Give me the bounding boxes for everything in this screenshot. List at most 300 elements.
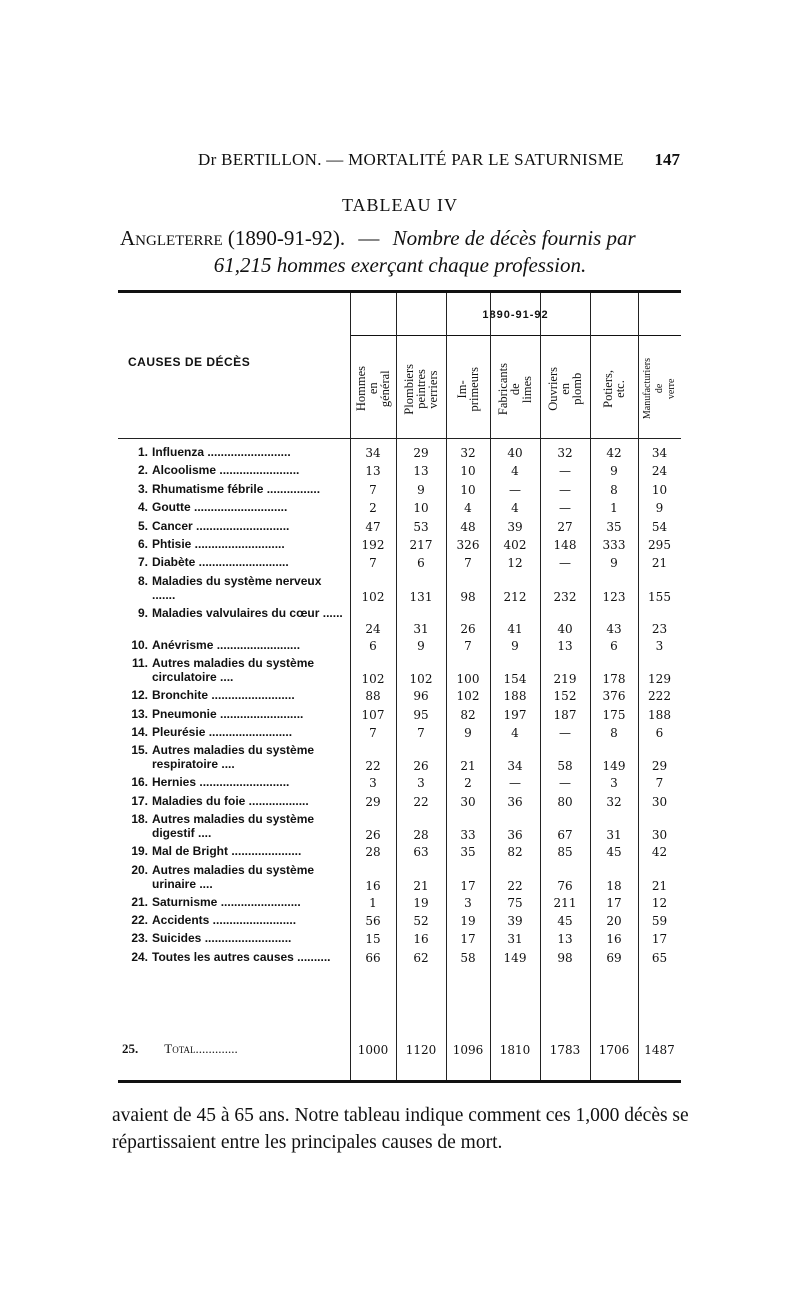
- row-number: 23.: [131, 931, 148, 946]
- table-cell: 22: [507, 878, 523, 893]
- table-cell: 155: [648, 589, 671, 604]
- row-number: 20.: [131, 862, 148, 877]
- table-cell: 9: [417, 638, 425, 653]
- row-label: [122, 775, 348, 789]
- table-row: [118, 812, 681, 844]
- table-cell: 98: [460, 589, 476, 604]
- table-cell: —: [559, 776, 571, 791]
- table-cell: 31: [507, 932, 523, 947]
- table-cell: 3: [369, 776, 377, 791]
- row-label: [122, 707, 348, 721]
- row-cause: Maladies du foie ..................: [152, 793, 309, 808]
- total-cell: 1810: [499, 1043, 531, 1057]
- table-cell: 63: [413, 845, 429, 860]
- table-cell: 82: [507, 845, 523, 860]
- table-cell: 102: [409, 672, 433, 687]
- total-label: [122, 1041, 238, 1057]
- row-cause: Saturnisme ........................: [152, 894, 301, 909]
- table-cell: 42: [651, 845, 668, 860]
- table-cell: 19: [460, 914, 476, 928]
- table-cell: 4: [464, 501, 472, 516]
- table-cell: 85: [557, 845, 573, 860]
- table-cell: 211: [553, 895, 577, 910]
- table-cell: 21: [413, 878, 429, 893]
- table-cell: 67: [557, 828, 573, 843]
- table-cell: 28: [365, 845, 381, 860]
- row-label: [122, 638, 348, 652]
- table-cell: 102: [361, 589, 385, 604]
- table-cell: 131: [409, 589, 433, 604]
- row-cause: Suicides ..........................: [152, 931, 292, 946]
- table-cell: 2: [369, 501, 377, 516]
- table-cell: 12: [651, 895, 668, 910]
- row-label: [122, 574, 348, 602]
- table-cell: —: [559, 501, 571, 516]
- table-cell: 13: [365, 464, 381, 479]
- table-cell: 192: [361, 538, 385, 552]
- table-cell: 13: [413, 464, 429, 479]
- table-cell: 4: [511, 726, 519, 740]
- row-number: 2.: [137, 463, 148, 478]
- row-label: [122, 794, 348, 808]
- header-rule: [118, 438, 681, 439]
- table-cell: 18: [606, 878, 622, 893]
- table-row: [118, 555, 681, 573]
- table-row: [118, 537, 681, 555]
- table-cell: 32: [606, 794, 622, 809]
- table-row: [118, 775, 681, 793]
- table-cell: 9: [464, 726, 472, 740]
- row-label: [122, 844, 348, 858]
- table-cell: 7: [417, 726, 425, 740]
- table-cell: 102: [456, 689, 480, 704]
- total-cell: 1783: [549, 1043, 581, 1057]
- table-cell: 2: [464, 776, 472, 791]
- row-label: [122, 606, 348, 620]
- table-cell: 96: [413, 689, 429, 704]
- row-label: [122, 463, 348, 477]
- table-cell: 187: [553, 707, 577, 722]
- total-row: [118, 1041, 681, 1061]
- table-cell: 100: [456, 672, 480, 687]
- table-cell: 16: [365, 878, 381, 893]
- table-cell: —: [559, 482, 571, 497]
- table-cell: 6: [610, 638, 618, 653]
- table-cell: 48: [460, 519, 476, 534]
- table-cell: 35: [606, 519, 622, 534]
- table-cell: 30: [460, 794, 476, 809]
- column-header-text: Fabricants de limes: [496, 362, 534, 416]
- table-row: [118, 725, 681, 743]
- table-cell: 10: [413, 501, 429, 516]
- row-cause: Accidents .........................: [152, 913, 297, 927]
- total-cell: 1487: [644, 1043, 675, 1057]
- row-number: 3.: [137, 481, 148, 496]
- total-number: 25.: [122, 1041, 139, 1056]
- subtitle-line-2: 61,215 hommes exerçant chaque profession.: [213, 253, 587, 277]
- row-number: 15.: [131, 743, 148, 758]
- row-cause: Diabète ...........................: [152, 555, 289, 570]
- table-row: [118, 606, 681, 638]
- table-cell: 29: [651, 759, 668, 774]
- page-number: 147: [654, 150, 680, 169]
- table-cell: 28: [413, 828, 429, 843]
- row-number: 21.: [131, 894, 148, 909]
- table-cell: 30: [651, 828, 668, 843]
- table-cell: —: [559, 556, 571, 571]
- row-label: [122, 812, 348, 840]
- table-cell: 58: [557, 759, 573, 774]
- row-cause: Goutte ............................: [152, 500, 288, 515]
- row-cause: Pleurésie .........................: [152, 725, 293, 739]
- table-cell: 188: [503, 689, 527, 704]
- table-cell: 123: [602, 589, 626, 604]
- table-cell: 15: [365, 932, 381, 947]
- total-cell: 1706: [598, 1043, 630, 1057]
- table-row: [118, 913, 681, 931]
- table-cell: 33: [460, 828, 476, 843]
- table-cell: 154: [503, 672, 527, 687]
- table-cell: 43: [606, 621, 622, 636]
- table-cell: 6: [369, 638, 377, 653]
- row-number: 17.: [131, 793, 148, 808]
- row-number: 24.: [131, 949, 148, 964]
- row-cause: Mal de Bright .....................: [152, 844, 302, 859]
- table-cell: 232: [553, 589, 577, 604]
- column-header-text: Im- primeurs: [455, 366, 481, 412]
- table-cell: 17: [460, 878, 476, 893]
- table-cell: 3: [610, 776, 618, 791]
- row-cause: Bronchite .........................: [152, 688, 295, 703]
- table-row: [118, 950, 681, 968]
- table-cell: 21: [460, 759, 476, 774]
- table-cell: 148: [553, 538, 577, 552]
- table-cell: 95: [413, 707, 429, 722]
- table-cell: 24: [651, 464, 668, 479]
- table-row: [118, 707, 681, 725]
- table-cell: 59: [651, 914, 668, 928]
- table-cell: 29: [365, 794, 381, 809]
- table-cell: 22: [365, 759, 381, 774]
- row-number: 4.: [137, 500, 148, 515]
- table-cell: 6: [655, 726, 664, 740]
- table-cell: 80: [557, 794, 573, 809]
- table-cell: 98: [557, 950, 573, 965]
- table-cell: 7: [655, 776, 664, 791]
- subtitle-dash: —: [358, 226, 380, 250]
- table-cell: —: [509, 482, 521, 497]
- row-cause: Maladies du système nerveux .......: [152, 573, 322, 602]
- row-number: 16.: [131, 775, 148, 790]
- column-header-text: Hommes en général: [354, 366, 392, 412]
- period-label: 1890-91-92: [482, 309, 549, 321]
- row-number: 13.: [131, 706, 148, 721]
- table-cell: 6: [417, 556, 425, 571]
- row-number: 19.: [131, 844, 148, 859]
- row-cause: Pneumonie .........................: [152, 706, 304, 721]
- column-header: [490, 345, 540, 433]
- total-cell: 1120: [405, 1043, 437, 1057]
- table-row: [118, 519, 681, 537]
- period-rule: [350, 335, 681, 336]
- row-cause: Toutes les autres causes ..........: [152, 949, 331, 964]
- table-row: [118, 863, 681, 895]
- table-cell: 10: [651, 482, 668, 497]
- row-number: 7.: [137, 555, 148, 570]
- table-cell: 42: [606, 446, 622, 460]
- row-label: [122, 931, 348, 945]
- table-cell: 22: [413, 794, 429, 809]
- table-cell: 41: [507, 621, 523, 636]
- table-cell: —: [559, 726, 571, 740]
- table-row: [118, 895, 681, 913]
- table-cell: 4: [511, 464, 519, 479]
- table-cell: —: [509, 776, 521, 791]
- table-cell: 175: [602, 707, 626, 722]
- subtitle-country: Angleterre: [120, 226, 223, 250]
- table-cell: 23: [651, 621, 668, 636]
- row-cause: Influenza .........................: [152, 445, 291, 459]
- table-cell: 30: [651, 794, 668, 809]
- table-cell: 40: [507, 446, 523, 460]
- table-cell: 8: [610, 726, 618, 740]
- column-header: [396, 345, 446, 433]
- row-label: [122, 863, 348, 891]
- footer-paragraph: avaient de 45 à 65 ans. Notre tableau indique comment ces 1,000 décès se répartissaient entre les principales causes de mort.: [112, 1105, 689, 1153]
- table-cell: 32: [557, 446, 573, 460]
- subtitle-years: (1890-91-92).: [227, 226, 346, 250]
- row-number: 9.: [137, 605, 148, 620]
- table-cell: 7: [464, 556, 472, 571]
- row-label: [122, 743, 348, 771]
- column-header: [350, 345, 396, 433]
- table-cell: 13: [557, 932, 573, 947]
- table-cell: 45: [557, 914, 573, 928]
- table-cell: 333: [602, 538, 626, 552]
- row-cause: Autres maladies du système urinaire ....: [152, 862, 315, 891]
- row-label: [122, 500, 348, 514]
- table-cell: 76: [557, 878, 573, 893]
- table-cell: 3: [464, 895, 472, 910]
- table-cell: 219: [553, 672, 577, 687]
- table-cell: 88: [365, 689, 381, 704]
- table-cell: 7: [369, 556, 377, 571]
- row-number: 10.: [131, 637, 148, 652]
- table-cell: 217: [409, 538, 433, 552]
- table-cell: 29: [413, 446, 429, 460]
- row-label: [122, 482, 348, 496]
- table-cell: 39: [507, 519, 523, 534]
- row-number: 11.: [131, 656, 148, 671]
- table-cell: 7: [464, 638, 472, 653]
- table-cell: 17: [651, 932, 668, 947]
- table-cell: 75: [507, 895, 523, 910]
- table-cell: 295: [648, 538, 671, 552]
- table-cell: 52: [413, 914, 429, 928]
- table-cell: 102: [361, 672, 385, 687]
- table-cell: 212: [503, 589, 527, 604]
- running-header: [198, 150, 680, 174]
- table-cell: 31: [606, 828, 622, 843]
- row-number: 5.: [137, 518, 148, 533]
- table-cell: 107: [361, 707, 385, 722]
- row-number: 14.: [131, 725, 148, 739]
- row-number: 8.: [137, 573, 148, 588]
- mortality-table: [118, 290, 681, 1083]
- table-cell: 34: [651, 446, 668, 460]
- row-label: [122, 913, 348, 927]
- table-cell: 7: [369, 726, 377, 740]
- table-cell: —: [559, 464, 571, 479]
- table-cell: 197: [503, 707, 527, 722]
- table-row: [118, 844, 681, 862]
- table-cell: 20: [606, 914, 622, 928]
- table-cell: 34: [507, 759, 523, 774]
- table-cell: 54: [651, 519, 668, 534]
- table-cell: 16: [413, 932, 429, 947]
- row-label: [122, 895, 348, 909]
- row-cause: Anévrisme .........................: [152, 637, 301, 652]
- row-label: [122, 445, 348, 459]
- row-number: 6.: [137, 537, 148, 551]
- table-cell: 27: [557, 519, 573, 534]
- table-cell: 82: [460, 707, 476, 722]
- table-cell: 3: [417, 776, 425, 791]
- table-cell: 178: [602, 672, 626, 687]
- table-cell: 26: [413, 759, 429, 774]
- table-cell: 402: [503, 538, 527, 552]
- causes-header: CAUSES DE DÉCÈS: [128, 355, 251, 369]
- table-cell: 58: [460, 950, 476, 965]
- row-cause: Maladies valvulaires du cœur ......: [152, 605, 343, 620]
- table-cell: 149: [503, 950, 527, 965]
- table-cell: 36: [507, 828, 523, 843]
- row-number: 12.: [131, 688, 148, 703]
- total-text: Total: [164, 1041, 196, 1056]
- table-cell: 9: [511, 638, 519, 653]
- table-cell: 40: [557, 621, 573, 636]
- row-cause: Autres maladies du système digestif ....: [152, 812, 315, 841]
- row-cause: Autres maladies du système respiratoire ....: [152, 743, 315, 772]
- table-cell: 17: [460, 932, 476, 947]
- row-label: [122, 656, 348, 684]
- table-row: [118, 463, 681, 481]
- row-number: 22.: [131, 913, 148, 927]
- table-row: [118, 794, 681, 812]
- table-cell: 53: [413, 519, 429, 534]
- column-header-text: Manufacturiers de verre: [641, 358, 677, 420]
- row-cause: Autres maladies du système circulatoire ....: [152, 656, 315, 685]
- row-number: 18.: [131, 812, 148, 827]
- column-header-text: Ouvriers en plomb: [546, 367, 584, 411]
- table-cell: 39: [507, 914, 523, 928]
- table-row: [118, 574, 681, 606]
- table-cell: 13: [557, 638, 573, 653]
- table-cell: 26: [460, 621, 476, 636]
- table-cell: 21: [651, 556, 668, 571]
- table-cell: 17: [606, 895, 622, 910]
- row-cause: Hernies ...........................: [152, 775, 290, 790]
- table-cell: 9: [610, 464, 618, 479]
- row-number: 1.: [137, 445, 148, 459]
- table-cell: 24: [365, 621, 381, 636]
- column-header: [446, 345, 490, 433]
- table-cell: 149: [602, 759, 626, 774]
- table-cell: 326: [456, 538, 480, 552]
- table-cell: 16: [606, 932, 622, 947]
- table-cell: 56: [365, 914, 381, 928]
- column-header-text: Plombiers peintres verriers: [402, 363, 440, 415]
- table-cell: 32: [460, 446, 476, 460]
- table-cell: 65: [651, 950, 668, 965]
- table-cell: 36: [507, 794, 523, 809]
- table-cell: 129: [648, 672, 671, 687]
- table-row: [118, 482, 681, 500]
- table-cell: 188: [648, 707, 671, 722]
- table-cell: 21: [651, 878, 668, 893]
- row-label: [122, 537, 348, 551]
- table-cell: 376: [602, 689, 626, 704]
- row-cause: Phtisie ...........................: [152, 537, 285, 551]
- subtitle-line-1: [120, 226, 682, 251]
- table-cell: 4: [511, 501, 519, 516]
- table-cell: 47: [365, 519, 381, 534]
- table-cell: 1: [610, 501, 618, 516]
- table-cell: 26: [365, 828, 381, 843]
- table-cell: 31: [413, 621, 429, 636]
- row-label: [122, 725, 348, 739]
- running-title: Dr BERTILLON. — MORTALITÉ PAR LE SATURNISME: [198, 150, 624, 169]
- row-label: [122, 950, 348, 964]
- row-cause: Rhumatisme fébrile ................: [152, 481, 321, 496]
- table-cell: 12: [507, 556, 523, 571]
- table-cell: 10: [460, 482, 476, 497]
- subtitle-italic-1: Nombre de décès fournis par: [392, 226, 636, 250]
- table-cell: 62: [413, 950, 429, 965]
- table-cell: 1: [369, 895, 377, 910]
- row-label: [122, 555, 348, 569]
- total-cell: 1096: [452, 1043, 484, 1057]
- column-header: [540, 345, 590, 433]
- row-cause: Cancer ............................: [152, 518, 290, 533]
- table-cell: 45: [606, 845, 622, 860]
- table-row: [118, 500, 681, 518]
- table-cell: 66: [365, 950, 381, 965]
- row-cause: Alcoolisme ........................: [152, 463, 300, 478]
- table-title: TABLEAU IV: [341, 195, 459, 215]
- table-cell: 34: [365, 446, 381, 460]
- row-label: [122, 688, 348, 702]
- column-header: [638, 345, 681, 433]
- table-row: [118, 638, 681, 656]
- table-row: [118, 445, 681, 463]
- table-cell: 9: [655, 501, 664, 516]
- column-header-text: Potiers, etc.: [601, 370, 627, 408]
- table-cell: 19: [413, 895, 429, 910]
- table-cell: 69: [606, 950, 622, 965]
- column-header: [590, 345, 638, 433]
- row-label: [122, 519, 348, 533]
- table-cell: 222: [648, 689, 671, 704]
- table-cell: 3: [655, 638, 664, 653]
- total-dots: .............: [195, 1041, 238, 1056]
- table-cell: 9: [610, 556, 618, 571]
- table-cell: 35: [460, 845, 476, 860]
- table-row: [118, 743, 681, 775]
- table-cell: 10: [460, 464, 476, 479]
- table-row: [118, 688, 681, 706]
- table-cell: 7: [369, 482, 377, 497]
